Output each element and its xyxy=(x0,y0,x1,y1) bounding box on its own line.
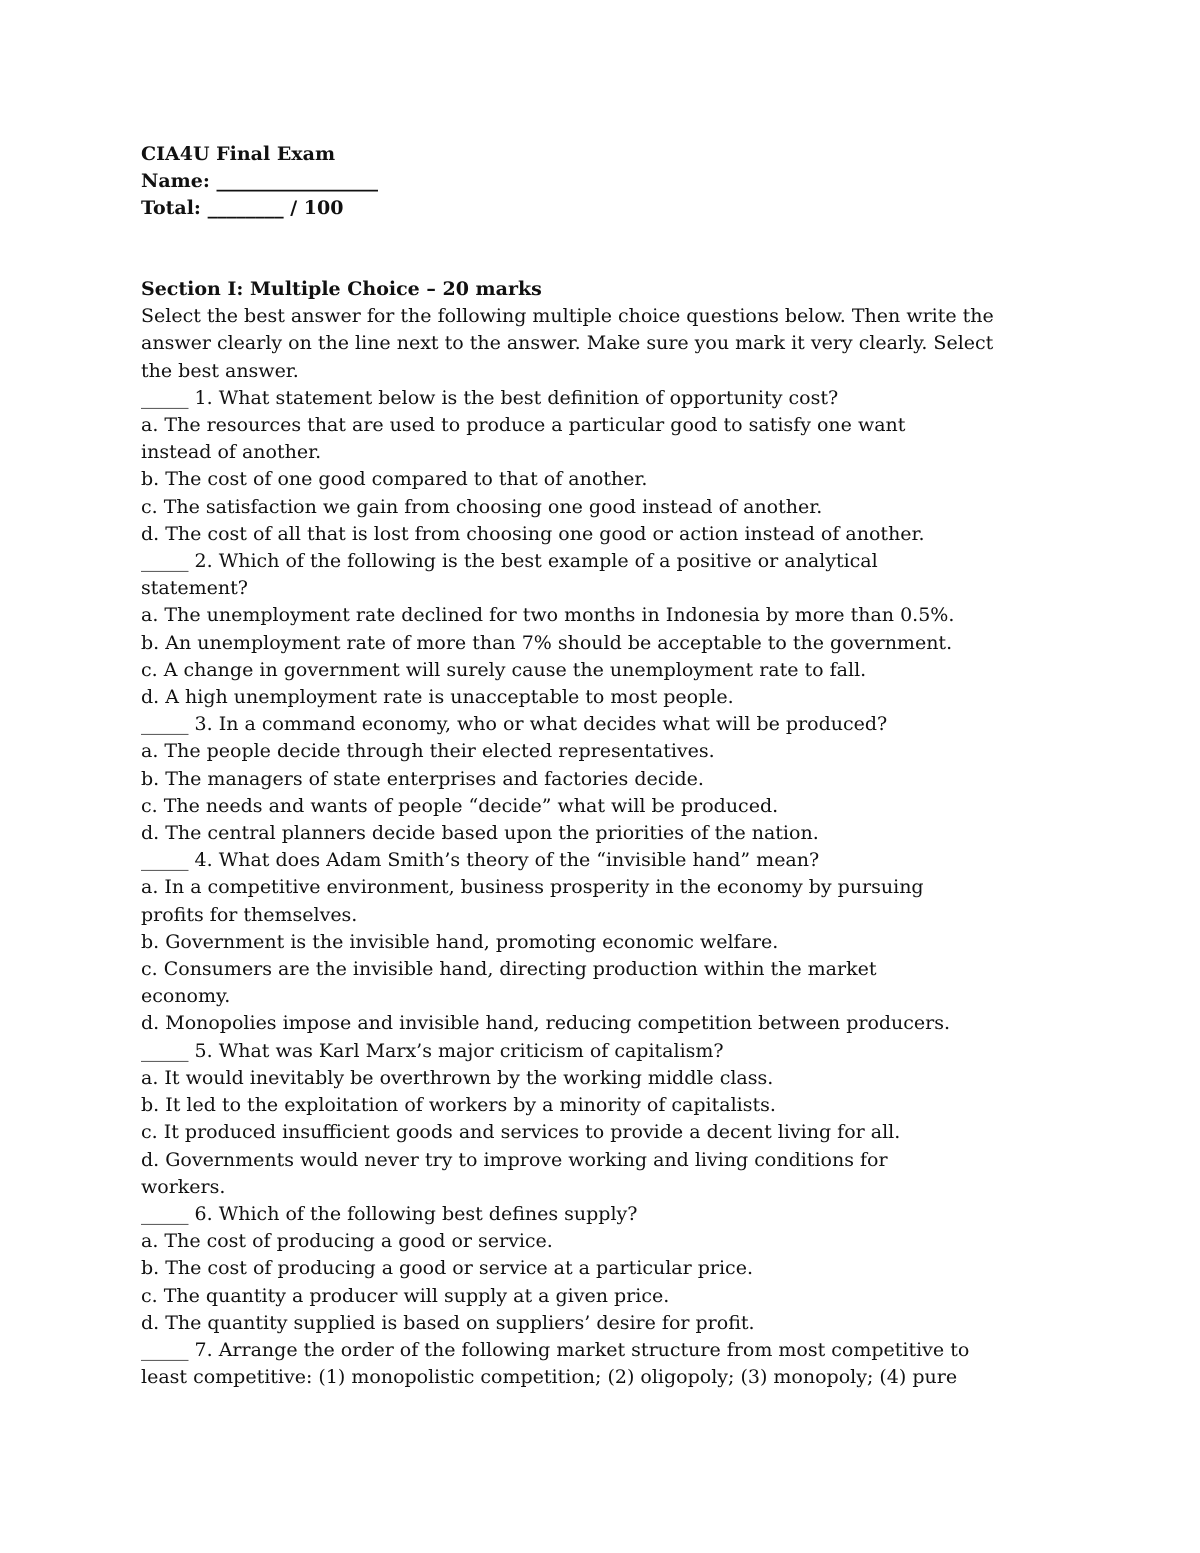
question-7 xyxy=(141,1337,1041,1391)
answer-option-line: b. It led to the exploitation of workers by a minority of capitalists. xyxy=(141,1094,776,1117)
question-stem-line: _____ 6. Which of the following best defines supply? xyxy=(141,1202,638,1225)
answer-option-line: b. The cost of producing a good or service at a particular price. xyxy=(141,1257,753,1280)
answer-option xyxy=(141,956,1041,1010)
answer-option-line: b. The managers of state enterprises and factories decide. xyxy=(141,767,704,790)
answer-option xyxy=(141,466,1041,493)
answer-option-line: d. The quantity supplied is based on suppliers’ desire for profit. xyxy=(141,1311,755,1334)
answer-option-line: a. The cost of producing a good or service. xyxy=(141,1230,553,1253)
question-6 xyxy=(141,1201,1041,1337)
answer-option xyxy=(141,1092,1041,1119)
exam-title: CIA4U Final Exam xyxy=(141,143,336,165)
question-4 xyxy=(141,847,1041,1037)
answer-option-line: a. The people decide through their elected representatives. xyxy=(141,740,715,763)
answer-option xyxy=(141,630,1041,657)
answer-option-line: a. The resources that are used to produce a particular good to satisfy one want xyxy=(141,414,906,437)
answer-option-line: b. The cost of one good compared to that of another. xyxy=(141,468,648,491)
answer-option xyxy=(141,1119,1041,1146)
answer-option xyxy=(141,521,1041,548)
question-stem-line: _____ 2. Which of the following is the best example of a positive or analytical xyxy=(141,550,878,573)
answer-option xyxy=(141,820,1041,847)
answer-option xyxy=(141,766,1041,793)
exam-header xyxy=(141,141,1041,222)
answer-option xyxy=(141,494,1041,521)
spacer xyxy=(141,222,1041,276)
question-1 xyxy=(141,385,1041,548)
answer-option-line: profits for themselves. xyxy=(141,903,358,926)
answer-option xyxy=(141,793,1041,820)
answer-option-line: c. A change in government will surely cause the unemployment rate to fall. xyxy=(141,658,867,681)
answer-option-line: d. A high unemployment rate is unacceptable to most people. xyxy=(141,686,734,709)
question-3 xyxy=(141,711,1041,847)
answer-option-line: d. The central planners decide based upon the priorities of the nation. xyxy=(141,822,819,845)
answer-option-line: c. It produced insufficient goods and services to provide a decent living for all. xyxy=(141,1121,901,1144)
answer-option xyxy=(141,657,1041,684)
answer-option-line: d. Governments would never try to improve working and living conditions for xyxy=(141,1148,888,1171)
question-stem-line: _____ 4. What does Adam Smith’s theory of the “invisible hand” mean? xyxy=(141,849,820,872)
total-line xyxy=(141,195,1041,222)
answer-option-line: economy. xyxy=(141,985,231,1008)
question-list xyxy=(141,385,1041,1392)
section-heading: Section I: Multiple Choice – 20 marks xyxy=(141,278,542,300)
question-stem-line: least competitive: (1) monopolistic competition; (2) oligopoly; (3) monopoly; (4) pure xyxy=(141,1366,958,1389)
answer-option xyxy=(141,684,1041,711)
answer-option xyxy=(141,1255,1041,1282)
answer-option xyxy=(141,738,1041,765)
answer-option xyxy=(141,1283,1041,1310)
answer-option-line: workers. xyxy=(141,1175,226,1198)
question-stem-line: _____ 1. What statement below is the best definition of opportunity cost? xyxy=(141,386,839,409)
question-stem-line: _____ 3. In a command economy, who or what decides what will be produced? xyxy=(141,713,888,736)
answer-option-line: a. It would inevitably be overthrown by the working middle class. xyxy=(141,1066,774,1089)
answer-option-line: instead of another. xyxy=(141,441,322,464)
question-stem-line: _____ 5. What was Karl Marx’s major criticism of capitalism? xyxy=(141,1039,724,1062)
answer-option xyxy=(141,1065,1041,1092)
answer-option xyxy=(141,602,1041,629)
answer-option xyxy=(141,1010,1041,1037)
question-stem-line: statement? xyxy=(141,577,248,600)
instruction-line: the best answer. xyxy=(141,359,299,382)
section-one xyxy=(141,276,1041,1391)
name-label: Name: xyxy=(141,170,210,192)
answer-option xyxy=(141,412,1041,466)
section-instructions xyxy=(141,303,1041,385)
answer-option-line: d. The cost of all that is lost from choosing one good or action instead of another. xyxy=(141,522,925,545)
answer-option xyxy=(141,1310,1041,1337)
answer-option-line: c. The quantity a producer will supply at a given price. xyxy=(141,1284,670,1307)
answer-option-line: b. Government is the invisible hand, promoting economic welfare. xyxy=(141,930,779,953)
question-2 xyxy=(141,548,1041,711)
answer-option-line: a. The unemployment rate declined for two months in Indonesia by more than 0.5%. xyxy=(141,604,955,627)
total-suffix: / 100 xyxy=(290,197,344,219)
instruction-line: Select the best answer for the following multiple choice questions below. Then write the xyxy=(141,305,994,328)
answer-option-line: c. The needs and wants of people “decide” what will be produced. xyxy=(141,794,779,817)
question-5 xyxy=(141,1038,1041,1201)
answer-option-line: d. Monopolies impose and invisible hand, reducing competition between producers. xyxy=(141,1012,951,1035)
answer-option xyxy=(141,874,1041,928)
name-blank: _________________ xyxy=(216,170,379,192)
answer-option-line: b. An unemployment rate of more than 7% should be acceptable to the government. xyxy=(141,631,953,654)
exam-page xyxy=(141,141,1041,1391)
answer-option-line: a. In a competitive environment, business prosperity in the economy by pursuing xyxy=(141,876,924,899)
answer-option xyxy=(141,1147,1041,1201)
total-blank: ________ xyxy=(207,197,284,219)
name-line xyxy=(141,168,1041,195)
answer-option xyxy=(141,1228,1041,1255)
answer-option-line: c. Consumers are the invisible hand, directing production within the market xyxy=(141,958,877,981)
answer-option-line: c. The satisfaction we gain from choosing one good instead of another. xyxy=(141,495,823,518)
instruction-line: answer clearly on the line next to the answer. Make sure you mark it very clearly. Select xyxy=(141,332,994,355)
total-label: Total: xyxy=(141,197,201,219)
question-stem-line: _____ 7. Arrange the order of the following market structure from most competitive to xyxy=(141,1338,970,1361)
answer-option xyxy=(141,929,1041,956)
